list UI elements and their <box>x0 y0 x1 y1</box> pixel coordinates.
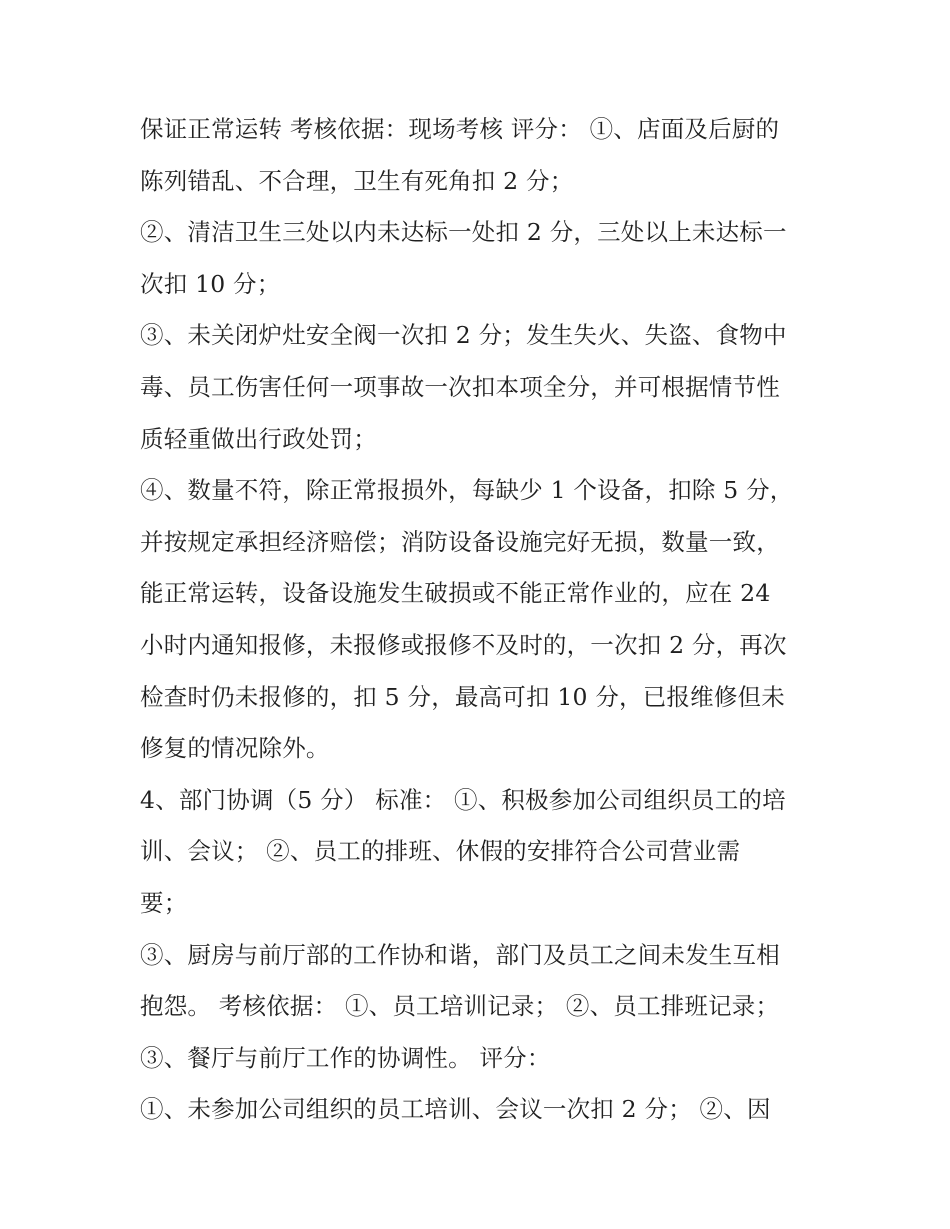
text-line: 质轻重做出行政处罚； <box>140 424 377 453</box>
text-line: 检查时仍未报修的，扣 5 分，最高可扣 10 分，已报维修但未 <box>140 682 785 711</box>
text-line: ③、未关闭炉灶安全阀一次扣 2 分；发生失火、失盗、食物中 <box>140 321 787 350</box>
text-line: 毒、员工伤害任何一项事故一次扣本项全分，并可根据情节性 <box>140 372 780 401</box>
text-line: 抱怨。 考核依据： ①、员工培训记录； ②、员工排班记录； <box>140 992 780 1021</box>
text-line: 小时内通知报修，未报修或报修不及时的，一次扣 2 分，再次 <box>140 630 787 659</box>
text-line: 训、会议； ②、员工的排班、休假的安排符合公司营业需 <box>140 837 741 866</box>
text-line: 并按规定承担经济赔偿；消防设备设施完好无损，数量一致， <box>140 527 780 556</box>
text-line: ①、未参加公司组织的员工培训、会议一次扣 2 分； ②、因 <box>140 1095 771 1124</box>
text-line: ③、餐厅与前厅工作的协调性。 评分： <box>140 1043 551 1072</box>
text-line: ④、数量不符，除正常报损外，每缺少 1 个设备，扣除 5 分， <box>140 476 794 505</box>
text-line: 4、部门协调（5 分） 标准： ①、积极参加公司组织员工的培 <box>140 785 786 814</box>
text-line: 陈列错乱、不合理，卫生有死角扣 2 分； <box>140 166 574 195</box>
text-line: 要； <box>140 888 188 917</box>
text-line: 保证正常运转 考核依据：现场考核 评分： ①、店面及后厨的 <box>140 115 780 143</box>
text-line: 能正常运转，设备设施发生破损或不能正常作业的，应在 24 <box>140 579 771 608</box>
document-body <box>140 104 820 1136</box>
text-line: 次扣 10 分； <box>140 269 281 298</box>
text-line: ②、清洁卫生三处以内未达标一处扣 2 分，三处以上未达标一 <box>140 218 787 247</box>
text-line: 修复的情况除外。 <box>140 734 330 763</box>
text-line: ③、厨房与前厅部的工作协和谐，部门及员工之间未发生互相 <box>140 940 780 969</box>
